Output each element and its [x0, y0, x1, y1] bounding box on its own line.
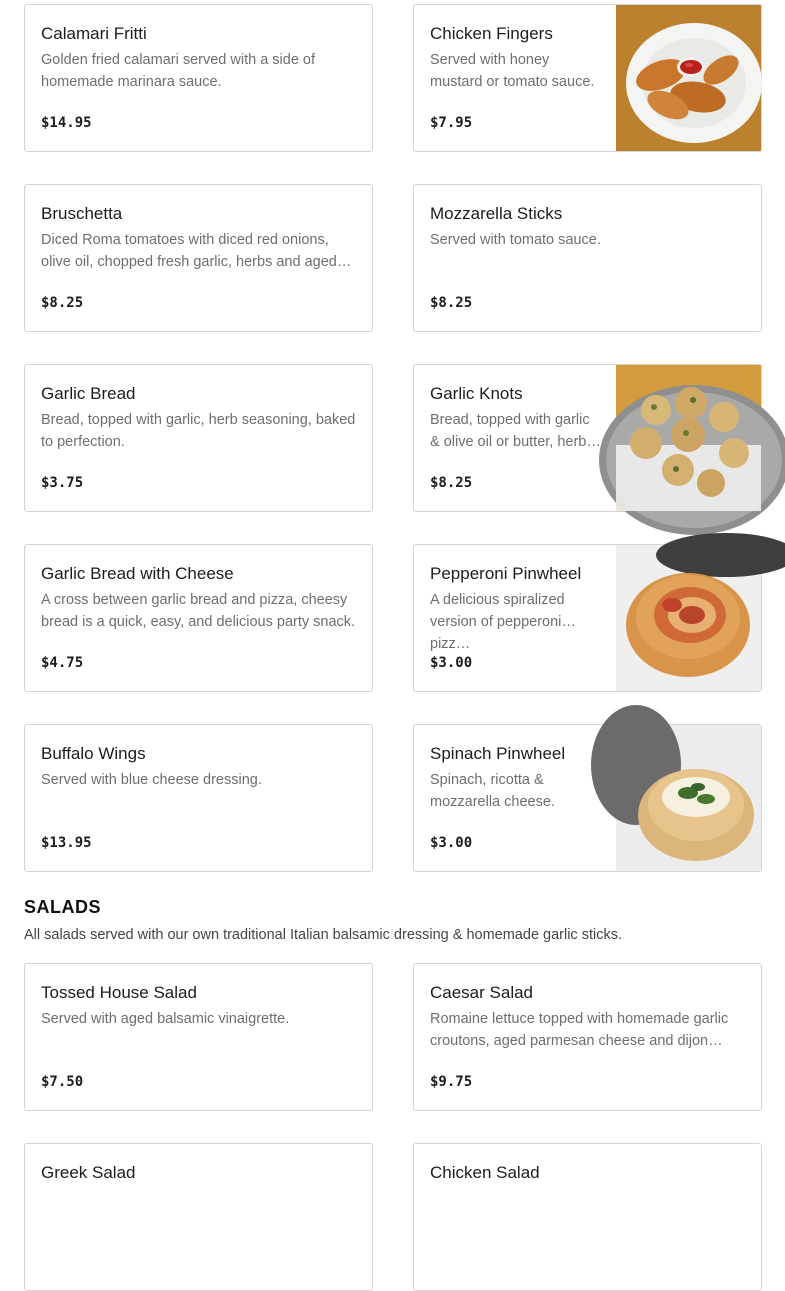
- item-description: Bread, topped with garlic & olive oil or butter, herb…: [430, 412, 601, 450]
- item-name: Caesar Salad: [430, 983, 534, 1002]
- item-description: Romaine lettuce topped with homemade garlic croutons, aged parmesan cheese and dijon…: [430, 1011, 729, 1049]
- item-name: Greek Salad: [41, 1163, 136, 1182]
- pepperoni-pinwheel-photo: [616, 545, 761, 691]
- item-description: Golden fried calamari served with a side of homemade marinara sauce.: [41, 52, 316, 90]
- menu-item-spinach-pinwheel[interactable]: [413, 724, 762, 872]
- item-price: $3.00: [430, 835, 473, 851]
- item-description: Served with blue cheese dressing.: [41, 772, 262, 788]
- menu-item-chicken-salad[interactable]: [413, 1143, 762, 1291]
- item-price: $3.75: [41, 475, 84, 491]
- section-subtitle-salads: All salads served with our own traditional Italian balsamic dressing & homemade garlic sticks.: [24, 927, 622, 943]
- menu-item-caesar-salad[interactable]: [413, 963, 762, 1111]
- menu-item-pepperoni-pinwheel[interactable]: [413, 544, 762, 692]
- item-name: Calamari Fritti: [41, 24, 147, 43]
- garlic-knots-photo: [616, 365, 761, 511]
- item-price: $7.95: [430, 115, 473, 131]
- item-price: $14.95: [41, 115, 92, 131]
- menu-item-garlic-bread-with-cheese[interactable]: [24, 544, 373, 692]
- item-price: $8.25: [430, 475, 473, 491]
- item-price: $13.95: [41, 835, 92, 851]
- item-name: Chicken Fingers: [430, 24, 553, 43]
- item-price: $4.75: [41, 655, 84, 671]
- item-name: Garlic Bread with Cheese: [41, 564, 234, 583]
- item-name: Chicken Salad: [430, 1163, 540, 1182]
- item-description: Diced Roma tomatoes with diced red onions, olive oil, chopped fresh garlic, herbs and aged…: [41, 232, 352, 270]
- item-price: $8.25: [41, 295, 84, 311]
- menu-item-greek-salad[interactable]: [24, 1143, 373, 1291]
- item-description: Served with tomato sauce.: [430, 232, 601, 248]
- menu-item-tossed-house-salad[interactable]: [24, 963, 373, 1111]
- item-description: Spinach, ricotta & mozzarella cheese.: [430, 772, 555, 810]
- chicken-fingers-photo: [616, 5, 761, 151]
- menu-item-bruschetta[interactable]: [24, 184, 373, 332]
- item-description: Served with honey mustard or tomato sauce.: [430, 52, 595, 90]
- item-name: Garlic Bread: [41, 384, 136, 403]
- item-description: Bread, topped with garlic, herb seasoning, baked to perfection.: [41, 412, 356, 450]
- item-name: Pepperoni Pinwheel: [430, 564, 582, 583]
- menu-item-chicken-fingers[interactable]: [413, 4, 762, 152]
- item-name: Buffalo Wings: [41, 744, 146, 763]
- item-description: A cross between garlic bread and pizza, cheesy bread is a quick, easy, and delicious party snack.: [41, 592, 356, 630]
- menu-item-mozzarella-sticks[interactable]: [413, 184, 762, 332]
- menu-item-garlic-knots[interactable]: [413, 364, 762, 512]
- item-price: $8.25: [430, 295, 473, 311]
- item-name: Garlic Knots: [430, 384, 523, 403]
- menu-item-calamari-fritti[interactable]: [24, 4, 373, 152]
- menu-item-garlic-bread[interactable]: [24, 364, 373, 512]
- item-name: Tossed House Salad: [41, 983, 197, 1002]
- item-name: Bruschetta: [41, 204, 123, 223]
- spinach-pinwheel-photo: [616, 725, 761, 871]
- item-price: $9.75: [430, 1074, 473, 1090]
- section-title-salads: SALADS: [24, 897, 102, 917]
- item-description: Served with aged balsamic vinaigrette.: [41, 1011, 290, 1027]
- item-price: $7.50: [41, 1074, 84, 1090]
- item-description: A delicious spiralized version of pepperoni pizz…: [430, 592, 565, 652]
- item-name: Mozzarella Sticks: [430, 204, 563, 223]
- menu-item-buffalo-wings[interactable]: [24, 724, 373, 872]
- item-name: Spinach Pinwheel: [430, 744, 566, 763]
- item-price: $3.00: [430, 655, 473, 671]
